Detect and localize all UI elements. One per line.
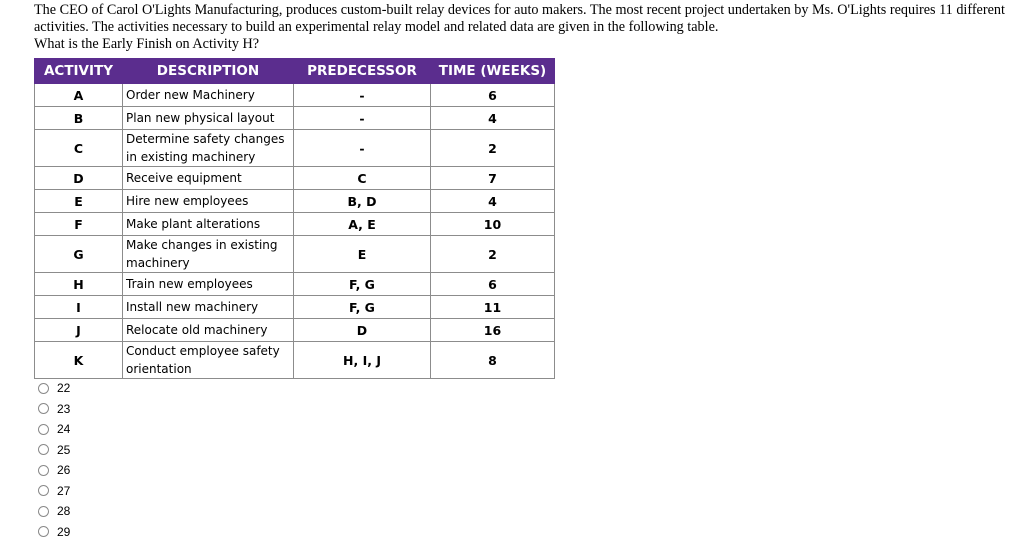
time-cell: 16 bbox=[431, 319, 555, 342]
answer-option[interactable] bbox=[38, 440, 70, 461]
answer-option-label: 29 bbox=[57, 524, 71, 539]
radio-button[interactable] bbox=[38, 526, 49, 537]
radio-button[interactable] bbox=[38, 465, 49, 476]
activity-cell: D bbox=[35, 167, 123, 190]
activity-cell: B bbox=[35, 107, 123, 130]
table-row bbox=[35, 236, 555, 273]
table-row bbox=[35, 213, 555, 236]
predecessor-cell: F, G bbox=[294, 273, 431, 296]
table-row bbox=[35, 319, 555, 342]
answer-option[interactable] bbox=[38, 522, 70, 543]
predecessor-cell: - bbox=[294, 84, 431, 107]
description-cell: Relocate old machinery bbox=[123, 319, 294, 342]
header-activity: ACTIVITY bbox=[35, 59, 123, 84]
predecessor-cell: F, G bbox=[294, 296, 431, 319]
activity-cell: F bbox=[35, 213, 123, 236]
time-cell: 4 bbox=[431, 107, 555, 130]
time-cell: 11 bbox=[431, 296, 555, 319]
table-row bbox=[35, 130, 555, 167]
header-description: DESCRIPTION bbox=[123, 59, 294, 84]
time-cell: 6 bbox=[431, 84, 555, 107]
predecessor-cell: H, I, J bbox=[294, 342, 431, 379]
table-row bbox=[35, 342, 555, 379]
predecessor-cell: - bbox=[294, 130, 431, 167]
answer-option-label: 28 bbox=[57, 504, 71, 519]
radio-button[interactable] bbox=[38, 424, 49, 435]
answer-option-label: 27 bbox=[57, 483, 71, 498]
header-predecessor: PREDECESSOR bbox=[294, 59, 431, 84]
question-prompt: What is the Early Finish on Activity H? bbox=[34, 36, 259, 52]
table-row bbox=[35, 273, 555, 296]
predecessor-cell: C bbox=[294, 167, 431, 190]
table-row bbox=[35, 167, 555, 190]
answer-option[interactable] bbox=[38, 481, 70, 502]
table-row bbox=[35, 84, 555, 107]
header-time: TIME (WEEKS) bbox=[431, 59, 555, 84]
description-cell: Make changes in existing machinery bbox=[123, 236, 294, 273]
radio-button[interactable] bbox=[38, 383, 49, 394]
predecessor-cell: B, D bbox=[294, 190, 431, 213]
description-cell: Make plant alterations bbox=[123, 213, 294, 236]
activity-cell: G bbox=[35, 236, 123, 273]
activity-cell: K bbox=[35, 342, 123, 379]
time-cell: 7 bbox=[431, 167, 555, 190]
predecessor-cell: E bbox=[294, 236, 431, 273]
answer-option[interactable] bbox=[38, 378, 70, 399]
answer-option[interactable] bbox=[38, 419, 70, 440]
question-text bbox=[34, 2, 1009, 53]
activity-cell: C bbox=[35, 130, 123, 167]
answer-option[interactable] bbox=[38, 501, 70, 522]
answer-option[interactable] bbox=[38, 399, 70, 420]
time-cell: 2 bbox=[431, 236, 555, 273]
description-cell: Install new machinery bbox=[123, 296, 294, 319]
table-row bbox=[35, 296, 555, 319]
table-header-row bbox=[35, 59, 555, 84]
radio-button[interactable] bbox=[38, 444, 49, 455]
answer-options bbox=[38, 378, 70, 542]
description-cell: Plan new physical layout bbox=[123, 107, 294, 130]
question-intro: The CEO of Carol O'Lights Manufacturing, produces custom-built relay devices for auto makers. The most recent project undertaken by Ms. O'Lights requires 11 different activities. The activities necessary to build an experimental relay model and related data are given in the following table. bbox=[34, 2, 1005, 35]
time-cell: 6 bbox=[431, 273, 555, 296]
time-cell: 8 bbox=[431, 342, 555, 379]
table-row bbox=[35, 190, 555, 213]
predecessor-cell: A, E bbox=[294, 213, 431, 236]
activity-cell: E bbox=[35, 190, 123, 213]
description-cell: Order new Machinery bbox=[123, 84, 294, 107]
answer-option-label: 22 bbox=[57, 381, 71, 396]
table-row bbox=[35, 107, 555, 130]
description-cell: Train new employees bbox=[123, 273, 294, 296]
answer-option-label: 23 bbox=[57, 401, 71, 416]
activity-cell: H bbox=[35, 273, 123, 296]
activity-cell: A bbox=[35, 84, 123, 107]
answer-option[interactable] bbox=[38, 460, 70, 481]
activity-cell: J bbox=[35, 319, 123, 342]
description-cell: Conduct employee safety orientation bbox=[123, 342, 294, 379]
radio-button[interactable] bbox=[38, 506, 49, 517]
activities-table bbox=[34, 58, 555, 379]
radio-button[interactable] bbox=[38, 403, 49, 414]
answer-option-label: 24 bbox=[57, 422, 71, 437]
time-cell: 4 bbox=[431, 190, 555, 213]
radio-button[interactable] bbox=[38, 485, 49, 496]
description-cell: Determine safety changes in existing machinery bbox=[123, 130, 294, 167]
description-cell: Hire new employees bbox=[123, 190, 294, 213]
answer-option-label: 26 bbox=[57, 463, 71, 478]
answer-option-label: 25 bbox=[57, 442, 71, 457]
time-cell: 2 bbox=[431, 130, 555, 167]
predecessor-cell: - bbox=[294, 107, 431, 130]
activity-cell: I bbox=[35, 296, 123, 319]
predecessor-cell: D bbox=[294, 319, 431, 342]
description-cell: Receive equipment bbox=[123, 167, 294, 190]
time-cell: 10 bbox=[431, 213, 555, 236]
